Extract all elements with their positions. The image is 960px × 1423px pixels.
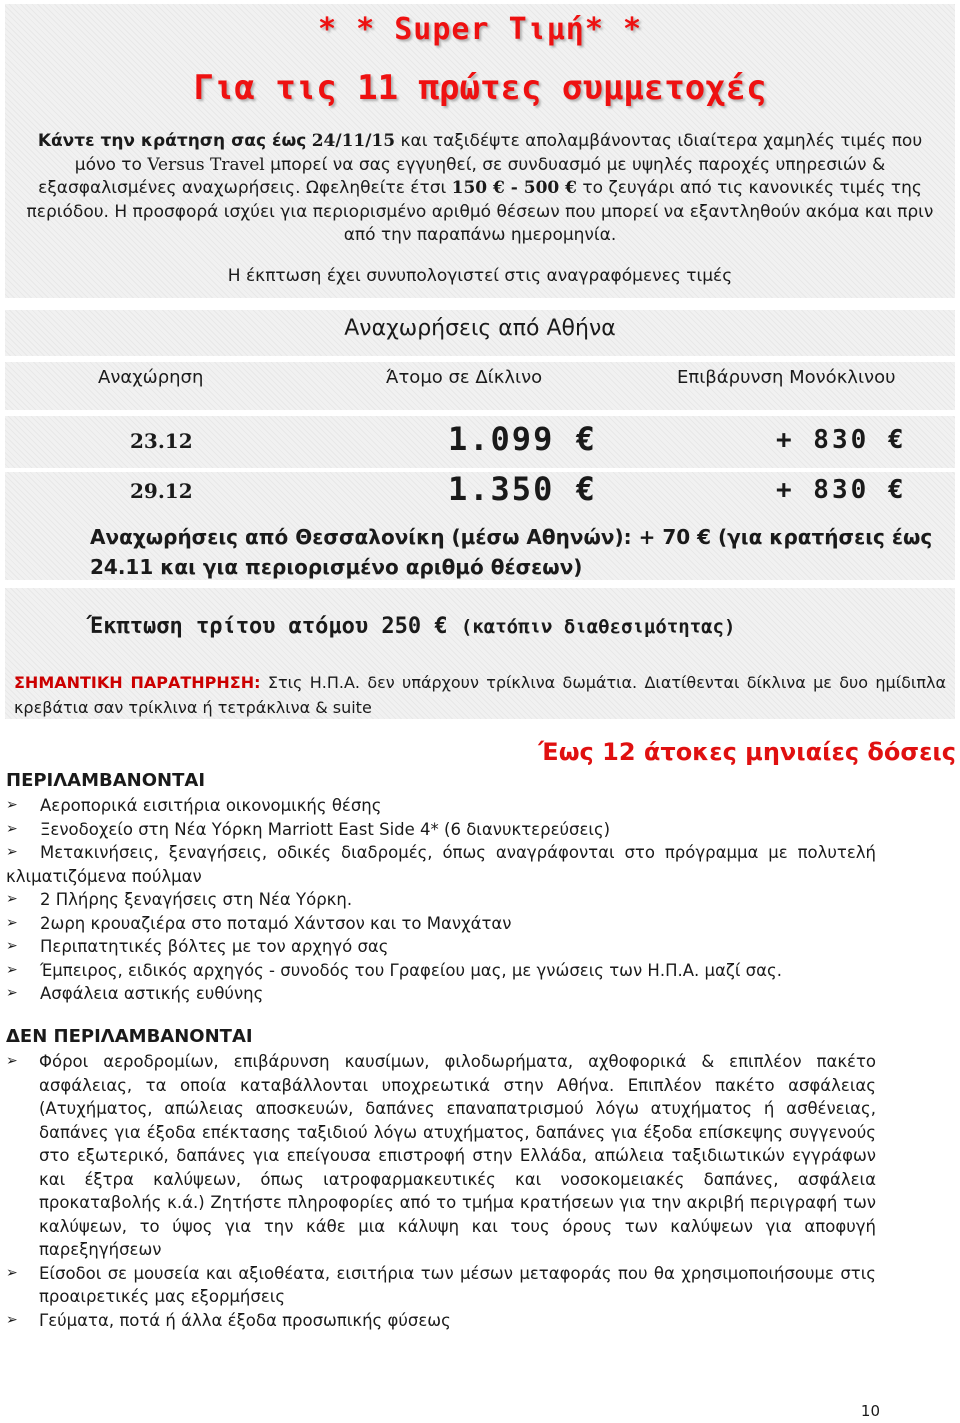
remark-label: ΣΗΜΑΝΤΙΚΗ ΠΑΡΑΤΗΡΗΣΗ: xyxy=(14,673,261,692)
list-item: ➢ Αεροπορικά εισιτήρια οικονομικής θέσης xyxy=(6,794,876,818)
section-divider xyxy=(5,298,955,310)
page-number: 10 xyxy=(860,1402,880,1420)
header-double-room: Άτομο σε Δίκλινο xyxy=(386,367,543,388)
arrow-bullet-icon: ➢ xyxy=(6,1264,18,1281)
installments-banner: Έως 12 άτοκες μηνιαίες δόσεις xyxy=(538,738,956,766)
row-price: 1.350 € xyxy=(448,470,597,508)
thessaloniki-departures: Αναχωρήσεις από Θεσσαλονίκη (μέσω Αθηνών): + 70 € (για κρατήσεις έως 24.11 και για περιορισμένο αριθμό θέσεων) xyxy=(90,525,933,579)
lead-text-2: μπορεί να σας εγγυηθεί, σε συνδυασμό με υψηλές παροχές υπηρεσιών & εξασφαλισμένες αναχωρήσεις. Ωφεληθείτε έτσι xyxy=(38,154,886,198)
offer-description xyxy=(20,130,940,248)
important-remark xyxy=(14,670,946,720)
row-date: 23.12 xyxy=(130,429,193,453)
athens-departures-title: Αναχωρήσεις από Αθήνα xyxy=(344,316,616,341)
agency-name: Versus Travel xyxy=(147,154,265,175)
lead-bold: Κάντε την κράτηση σας έως xyxy=(37,131,307,151)
included-heading: ΠΕΡΙΛΑΜΒΑΝΟΝΤΑΙ xyxy=(6,770,206,791)
excluded-heading: ΔΕΝ ΠΕΡΙΛΑΜΒΑΝΟΝΤΑΙ xyxy=(6,1026,253,1047)
section-divider xyxy=(5,356,955,362)
header-departure: Αναχώρηση xyxy=(98,367,204,388)
saving-range: 150 € - 500 € xyxy=(451,178,577,198)
arrow-bullet-icon: ➢ xyxy=(6,891,18,907)
third-person-label: Έκπτωση τρίτου ατόμου 250 € xyxy=(90,614,448,639)
list-item: ➢ Μετακινήσεις, ξεναγήσεις, οδικές διαδρομές, όπως αναγράφονται στο πρόγραμμα με πολυτελή κλιματιζόμενα πούλμαν xyxy=(6,843,876,886)
arrow-bullet-icon: ➢ xyxy=(6,1053,18,1069)
arrow-bullet-icon: ➢ xyxy=(6,1311,18,1328)
book-by-date: 24/11/15 xyxy=(311,131,396,151)
third-person-note: (κατόπιν διαθεσιμότητας) xyxy=(460,616,736,638)
row-date: 29.12 xyxy=(130,479,193,503)
arrow-bullet-icon: ➢ xyxy=(6,961,18,978)
list-item: ➢ Είσοδοι σε μουσεία και αξιοθέατα, εισιτήρια των μέσων μεταφοράς που θα χρησιμοποιήσουμε στις προαιρετικές μας εξορμήσεις xyxy=(6,1263,876,1306)
list-item: ➢ Γεύματα, ποτά ή άλλα έξοδα προσωπικής φύσεως xyxy=(6,1309,876,1333)
list-item: ➢ Ασφάλεια αστικής ευθύνης xyxy=(6,982,876,1006)
offer-title: * * Super Τιμή* * xyxy=(317,12,643,47)
row-price: 1.099 € xyxy=(448,420,597,458)
row-single-supplement: + 830 € xyxy=(776,425,907,455)
arrow-bullet-icon: ➢ xyxy=(6,797,18,813)
list-item: ➢ Φόροι αεροδρομίων, επιβάρυνση καυσίμων, φιλοδωρήματα, αχθοφορικά & επιπλέον πακέτο ασφάλειας, τα οποία καταβάλλονται υποχρεωτικά στην Αθήνα. Επιπλέον πακέτο ασφάλειας (Ατυχήματος, απώλειας αποσκευών, δαπάνες επαναπατρισμού λόγω ατυχήματος ή ασθένειας, δαπάνες για έξοδα επέκτασης ταξιδιού λόγω ατυχήματος, δαπάνες για έξοδα επίσκεψης συγγενούς στο εξωτερικό, δαπάνες για επείγουσα επιστροφή στην Ελλάδα, απώλεια ταξιδιωτικών εγγράφων και έξτρα καλύψεων, όπως ιατροφαρμακευτικές και νοσοκομειακές δαπάνες, ασφάλεια προκαταβολής κ.ά.) Ζητήστε πληροφορίες από το τμήμα κρατήσεων για την ακριβή περιγραφή των καλύψεων, το ύψος για την κάθε μια κάλυψη και τους όρους των καλύψεων για αποφυγή παρεξηγήσεων xyxy=(6,1052,876,1259)
header-single-supplement: Επιβάρυνση Μονόκλινου xyxy=(677,367,896,388)
row-single-supplement: + 830 € xyxy=(776,475,907,505)
remark-text: Στις Η.Π.Α. δεν υπάρχουν τρίκλινα δωμάτια. Διατίθενται δίκλινα με δυο ημίδιπλα κρεβάτια σαν τρίκλινα ή τετράκλινα & suite xyxy=(14,673,946,717)
third-person-discount xyxy=(90,614,735,639)
discount-note: Η έκπτωση έχει συνυπολογιστεί στις αναγραφόμενες τιμές xyxy=(227,266,733,286)
lead-text: και ταξιδέψτε απολαμβάνοντας ιδιαίτερα χαμηλές τιμές που μόνο το xyxy=(74,131,923,175)
arrow-bullet-icon: ➢ xyxy=(6,820,18,837)
section-divider xyxy=(5,410,955,416)
included-list xyxy=(6,794,876,1006)
arrow-bullet-icon: ➢ xyxy=(6,938,18,954)
list-item: ➢ Περιπατητικές βόλτες με τον αρχηγό σας xyxy=(6,935,876,959)
lead-text-3: το ζευγάρι από τις κανονικές τιμές της περιόδου. Η προσφορά ισχύει για περιορισμένο αριθμό θέσεων που μπορεί να εξαντληθούν ακόμα και πριν από την παραπάνω ημερομηνία. xyxy=(26,178,934,245)
offer-subtitle: Για τις 11 πρώτες συμμετοχές xyxy=(193,68,767,108)
list-item: ➢ 2 Πλήρης ξεναγήσεις στη Νέα Υόρκη. xyxy=(6,888,876,912)
list-item: ➢ Ξενοδοχείο στη Νέα Υόρκη Marriott East Side 4* (6 διανυκτερεύσεις) xyxy=(6,818,876,842)
arrow-bullet-icon: ➢ xyxy=(6,914,18,931)
list-item: ➢ 2ωρη κρουαζιέρα στο ποταμό Χάντσον και το Μανχάταν xyxy=(6,912,876,936)
arrow-bullet-icon: ➢ xyxy=(6,985,18,1001)
arrow-bullet-icon: ➢ xyxy=(6,844,18,860)
list-item: ➢ Έμπειρος, ειδικός αρχηγός - συνοδός του Γραφείου μας, με γνώσεις των Η.Π.Α. μαζί σας. xyxy=(6,959,876,983)
excluded-list xyxy=(6,1050,876,1332)
